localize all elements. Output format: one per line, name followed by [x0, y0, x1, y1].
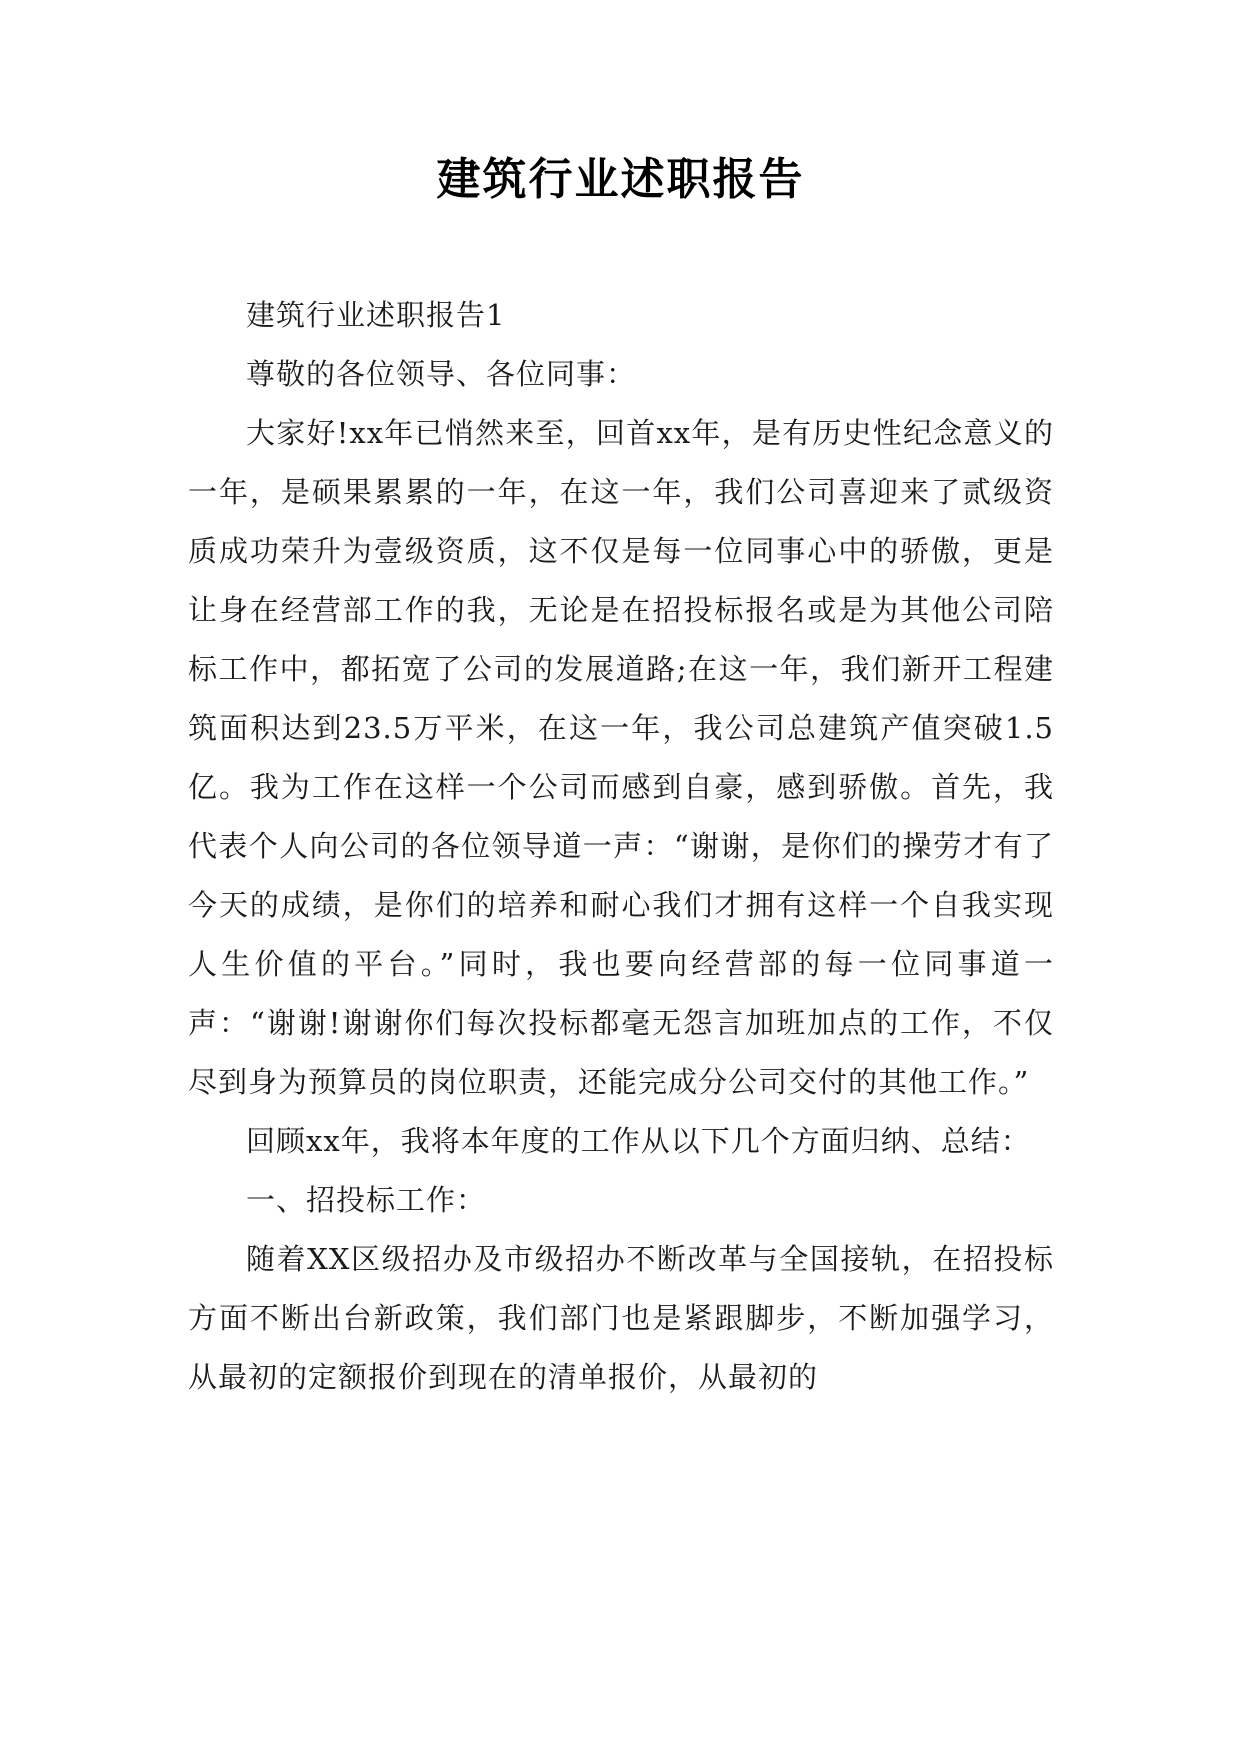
body-paragraph: 大家好!xx年已悄然来至，回首xx年，是有历史性纪念意义的一年，是硕果累累的一年，在这一年，我们公司喜迎来了贰级资质成功荣升为壹级资质，这不仅是每一位同事心中的骄傲，更是让身在经营部工作的我，无论是在招投标报名或是为其他公司陪标工作中，都拓宽了公司的发展道路;在这一年，我们新开工程建筑面积达到23.5万平米，在这一年，我公司总建筑产值突破1.5亿。我为工作在这样一个公司而感到自豪，感到骄傲。首先，我代表个人向公司的各位领导道一声：“谢谢，是你们的操劳才有了今天的成绩，是你们的培养和耐心我们才拥有这样一个自我实现人生价值的平台。”同时，我也要向经营部的每一位同事道一声：“谢谢!谢谢你们每次投标都毫无怨言加班加点的工作，不仅尽到身为预算员的岗位职责，还能完成分公司交付的其他工作。” [188, 416, 1054, 1099]
body-paragraph: 回顾xx年，我将本年度的工作从以下几个方面归纳、总结： [246, 1124, 1031, 1158]
document-body [188, 286, 1054, 1407]
salutation: 尊敬的各位领导、各位同事： [246, 357, 637, 391]
section-heading: 一、招投标工作： [246, 1183, 487, 1217]
body-paragraph: 随着XX区级招办及市级招办不断改革与全国接轨，在招投标方面不断出台新政策，我们部门也是紧跟脚步，不断加强学习，从最初的定额报价到现在的清单报价，从最初的 [188, 1242, 1054, 1394]
section-heading: 建筑行业述职报告1 [246, 298, 506, 332]
document-title: 建筑行业述职报告 [436, 154, 805, 205]
